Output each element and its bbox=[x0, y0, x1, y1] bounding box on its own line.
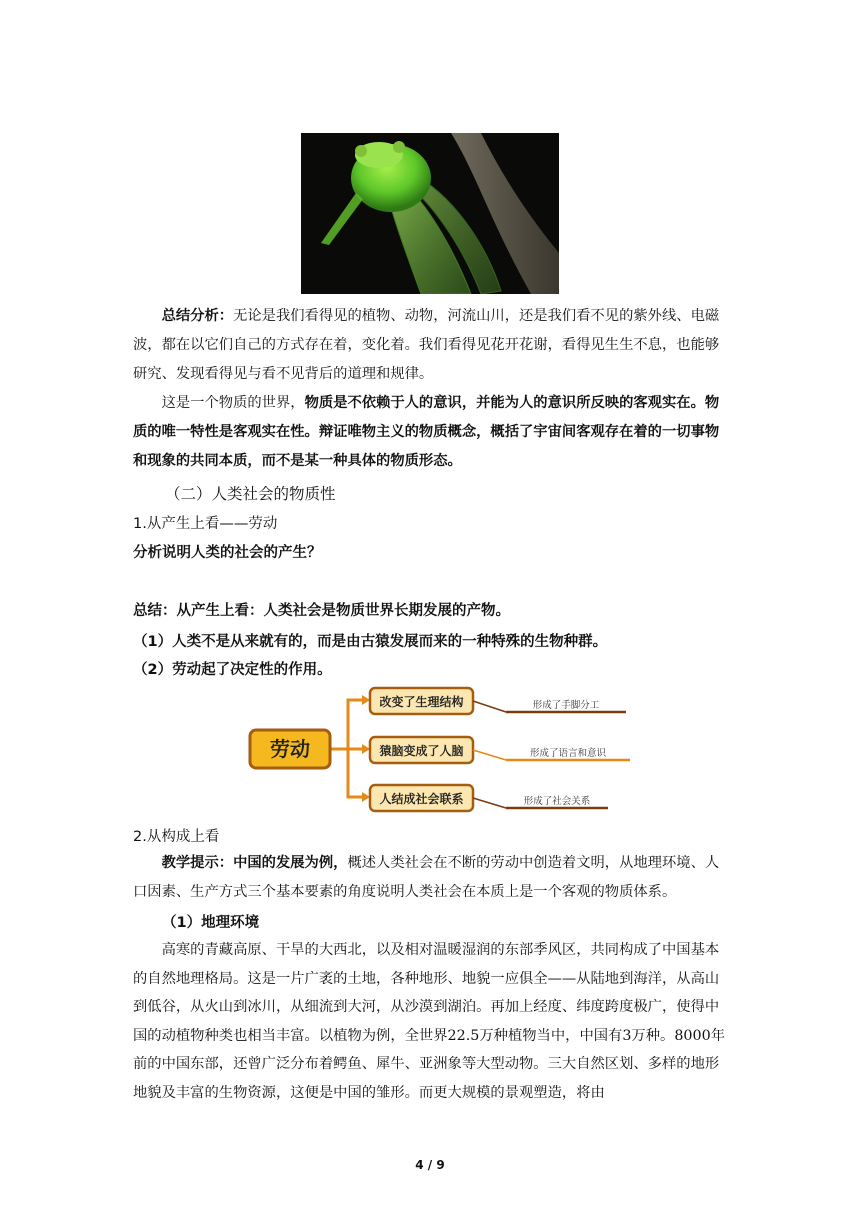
connector-bottom bbox=[348, 749, 366, 797]
branch-label-structure: 改变了生理结构 bbox=[379, 695, 464, 709]
page-number: 4 / 9 bbox=[415, 1158, 445, 1172]
result-label-top: 形成了手脚分工 bbox=[532, 700, 600, 711]
matter-paragraph bbox=[133, 389, 733, 476]
geography-heading: （1）地理环境 bbox=[162, 915, 260, 931]
labor-mindmap bbox=[248, 686, 638, 816]
question-text: 分析说明人类的社会的产生？ bbox=[133, 545, 322, 561]
conclusion-text: 总结：从产生上看：人类社会是物质世界长期发展的产物。 bbox=[133, 603, 510, 619]
branch-label-society: 人结成社会联系 bbox=[379, 792, 464, 806]
point-one: （1）人类不是从来就有的，而是由古猿发展而来的一种特殊的生物种群。 bbox=[133, 634, 608, 650]
branch-node-brain bbox=[370, 737, 473, 763]
cicada-illustration bbox=[301, 133, 559, 294]
result-link-top bbox=[473, 701, 506, 712]
connector-top bbox=[331, 700, 366, 749]
summary-paragraph bbox=[133, 302, 733, 389]
branch-label-brain: 猿脑变成了人脑 bbox=[379, 744, 464, 758]
result-label-bottom: 形成了社会关系 bbox=[523, 796, 591, 807]
result-link-bottom bbox=[473, 798, 506, 808]
result-link-middle bbox=[473, 750, 506, 760]
teaching-tip-label: 教学提示：中国的发展为例， bbox=[161, 855, 348, 871]
matter-lead: 这是一个物质的世界， bbox=[161, 395, 305, 411]
branch-node-structure bbox=[370, 688, 473, 714]
cicada-photo bbox=[301, 133, 559, 294]
subsection-heading-origin: 1.从产生上看——劳动 bbox=[133, 516, 278, 532]
point-two: （2）劳动起了决定性的作用。 bbox=[133, 662, 332, 678]
subsection-heading-composition: 2.从构成上看 bbox=[133, 829, 220, 845]
result-label-middle: 形成了语言和意识 bbox=[529, 748, 607, 759]
summary-text: 无论是我们看得见的植物、动物，河流山川，还是我们看不见的紫外线、电磁波，都在以它们自己的方式存在着，变化着。我们看得见花开花谢，看得见生生不息，也能够研究、发现看得见与看不见背后的道理和规律。 bbox=[133, 308, 720, 382]
center-node bbox=[250, 730, 330, 768]
section-heading: （二）人类社会的物质性 bbox=[165, 485, 336, 503]
teaching-tip-text: 概述人类社会在不断的劳动中创造着文明，从地理环境、人口因素、生产方式三个基本要素的角度说明人类社会在本质上是一个客观的物质体系。 bbox=[133, 855, 720, 900]
geography-paragraph: 高寒的青藏高原、干旱的大西北，以及相对温暖湿润的东部季风区，共同构成了中国基本的自然地理格局。这是一片广袤的土地，各种地形、地貌一应俱全——从陆地到海洋，从高山到低谷，从火山到冰川，从细流到大河，从沙漠到湖泊。再加上经度、纬度跨度极广，使得中国的动植物种类也相当丰富。以植物为例，全世界22.5万种植物当中，中国有3万种。8000年前的中国东部，还曾广泛分布着鳄鱼、犀牛、亚洲象等大型动物。三大自然区划、多样的地形地貌及丰富的生物资源，这便是中国的雏形。而更大规模的景观塑造，将由 bbox=[133, 942, 725, 1101]
summary-label: 总结分析： bbox=[161, 308, 234, 324]
matter-definition: 物质是不依赖于人的意识，并能为人的意识所反映的客观实在。物质的唯一特性是客观实在性。辩证唯物主义的物质概念，概括了宇宙间客观存在着的一切事物和现象的共同本质，而不是某一种具体的物质形态。 bbox=[133, 395, 720, 469]
teaching-tip-paragraph bbox=[133, 849, 733, 907]
branch-node-society bbox=[370, 785, 473, 811]
center-label: 劳动 bbox=[270, 737, 310, 761]
